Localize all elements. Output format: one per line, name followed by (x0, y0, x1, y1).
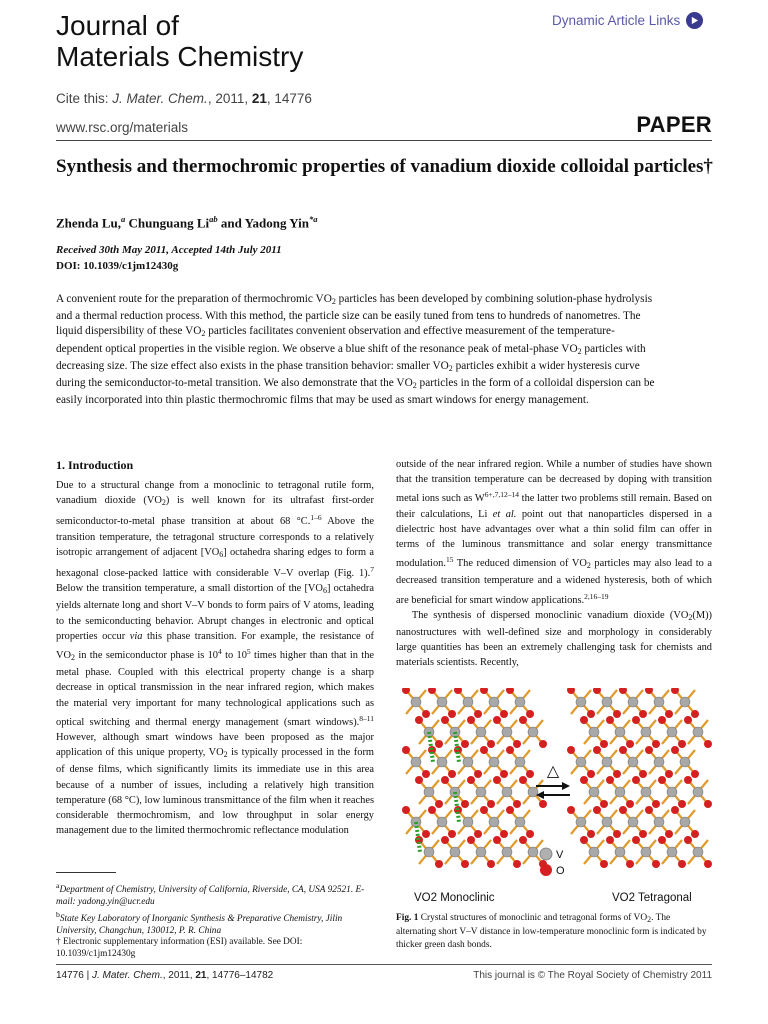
oxygen-atom (665, 770, 673, 778)
oxygen-atom (402, 806, 410, 814)
vanadium-atom (615, 847, 625, 857)
oxygen-atom (519, 716, 527, 724)
vanadium-atom (576, 817, 586, 827)
vanadium-atom (476, 787, 486, 797)
vanadium-atom (641, 727, 651, 737)
footnote-b: $^b$State Key Laboratory of Inorganic Synthesis & Preparative Chemistry, Jilin University, Changchun, 130012, P. R. China (56, 909, 343, 936)
footer-citation: 14776 | J. Mater. Chem., 2011, 21, 14776–14782 (56, 970, 274, 981)
oxygen-atom (461, 860, 469, 868)
oxygen-atom (691, 710, 699, 718)
oxygen-atom (632, 836, 640, 844)
oxygen-atom (567, 746, 575, 754)
oxygen-atom (448, 830, 456, 838)
oxygen-atom (500, 830, 508, 838)
monoclinic-lattice (402, 688, 547, 868)
transition-arrows (536, 782, 570, 799)
vanadium-atom (654, 817, 664, 827)
oxygen-atom (474, 710, 482, 718)
oxygen-atom (448, 710, 456, 718)
oxygen-atom (665, 830, 673, 838)
oxygen-atom (593, 806, 601, 814)
vanadium-atom (489, 817, 499, 827)
tetragonal-lattice (567, 688, 712, 868)
oxygen-atom (526, 770, 534, 778)
article-doi[interactable]: DOI: 10.1039/c1jm12430g (56, 260, 179, 272)
footnote-divider (56, 872, 116, 873)
received-dates: Received 30th May 2011, Accepted 14th July 2011 (56, 244, 282, 256)
vanadium-atom (450, 847, 460, 857)
oxygen-atom (665, 710, 673, 718)
footnotes (56, 880, 374, 961)
oxygen-atom (619, 806, 627, 814)
oxygen-atom (587, 830, 595, 838)
vanadium-atom (502, 847, 512, 857)
journal-url[interactable]: www.rsc.org/materials (56, 120, 189, 135)
oxygen-atom (435, 860, 443, 868)
oxygen-atom (526, 830, 534, 838)
vanadium-atom (667, 787, 677, 797)
vanadium-atom (641, 847, 651, 857)
play-arrow-icon[interactable] (686, 12, 703, 29)
oxygen-atom (632, 716, 640, 724)
oxygen-atom (639, 830, 647, 838)
oxygen-atom (519, 836, 527, 844)
oxygen-atom (632, 776, 640, 784)
oxygen-atom (600, 860, 608, 868)
oxygen-atom (474, 770, 482, 778)
oxygen-atom (600, 740, 608, 748)
vanadium-atom (589, 727, 599, 737)
oxygen-atom (506, 746, 514, 754)
oxygen-atom (580, 776, 588, 784)
oxygen-atom (435, 800, 443, 808)
vanadium-atom (602, 757, 612, 767)
intro-column-right: outside of the near infrared region. While a number of studies have shown that the transition temperature can be decreased by doping with transition metal ions such as $W^{6+,7,12-14}$ the latter two problems still remain. Based on their calculations, Li et al. point out that nanoparticles dispersed in a dielectric host have advantages over what a thin solid film can offer in terms of the luminous transmittance and solar energy transmittance modulation.$^{15}$ The reduced dimension of $VO_2$ particles may also lead to a decreased transition temperature and a widened hysteresis, both of which are beneficial for smart window applications.$^{2,16-19}$ The synthesis of dispersed monoclinic vanadium dioxide $(VO_2(M))$ nanostructures with well-defined size and morphology in considerably large quantities has been an extremely challenging task for chemists and materials scientists. Recently, (396, 459, 713, 669)
journal-title (56, 10, 303, 72)
vanadium-atom (528, 847, 538, 857)
oxygen-atom (671, 746, 679, 754)
oxygen-atom (428, 806, 436, 814)
oxygen-atom (441, 836, 449, 844)
oxygen-atom (678, 800, 686, 808)
header-divider (56, 140, 712, 141)
section-heading-introduction: 1. Introduction (56, 458, 134, 472)
figure-1-crystal-structures (396, 688, 712, 906)
vanadium-atom (489, 757, 499, 767)
oxygen-atom (658, 836, 666, 844)
vanadium-atom (424, 787, 434, 797)
vanadium-atom (641, 787, 651, 797)
oxygen-atom (691, 830, 699, 838)
vanadium-atom (667, 847, 677, 857)
oxygen-atom (704, 740, 712, 748)
vanadium-atom (693, 787, 703, 797)
oxygen-atom (467, 776, 475, 784)
vanadium-atom (680, 817, 690, 827)
vanadium-atom (502, 727, 512, 737)
oxygen-atom (519, 776, 527, 784)
oxygen-atom (652, 800, 660, 808)
oxygen-atom (600, 800, 608, 808)
oxygen-atom (684, 776, 692, 784)
oxygen-atom (691, 770, 699, 778)
vanadium-atom (589, 847, 599, 857)
oxygen-atom (493, 716, 501, 724)
oxygen-atom (613, 830, 621, 838)
oxygen-atom (513, 860, 521, 868)
vanadium-atom (628, 697, 638, 707)
oxygen-atom (415, 716, 423, 724)
oxygen-atom (480, 806, 488, 814)
monoclinic-label: VO2 Monoclinic (414, 892, 495, 904)
vanadium-atom (411, 757, 421, 767)
oxygen-atom (493, 776, 501, 784)
oxygen-atom (684, 836, 692, 844)
oxygen-atom (626, 860, 634, 868)
footer-copyright: This journal is © The Royal Society of Chemistry 2011 (473, 970, 712, 981)
vanadium-atom (576, 697, 586, 707)
oxygen-atom (606, 836, 614, 844)
oxygen-atom (606, 776, 614, 784)
oxygen-atom (652, 740, 660, 748)
oxygen-atom (613, 710, 621, 718)
oxygen-atom (474, 830, 482, 838)
oxygen-atom (671, 806, 679, 814)
oxygen-atom (580, 836, 588, 844)
oxygen-atom (441, 776, 449, 784)
oxygen-atom (480, 746, 488, 754)
vanadium-atom (654, 757, 664, 767)
journal-title-line2: Materials Chemistry (56, 41, 304, 72)
oxygen-atom (639, 710, 647, 718)
oxygen-atom (539, 740, 547, 748)
oxygen-atom (704, 800, 712, 808)
footnote-esi: † Electronic supplementary information (ESI) available. See DOI: 10.1039/c1jm12430g (56, 937, 303, 960)
oxygen-atom (704, 860, 712, 868)
abstract: A convenient route for the preparation of thermochromic $VO_2$ particles has been developed by combining solution-phase hydrolysis and a thermal reduction process. With this method, the particle size can be easily tuned from tens to hundreds of nanometres. The liquid dispersibility of these $VO_2$ particles facilitates convenient observation and effective measurement of the temperature-dependent optical properties in the visible region. We observe a blue shift of the resonance peak of metal-phase $VO_2$ particles with decreasing size. The size effect also exists in the phase transition behavior: smaller $VO_2$ particles exhibit a wider hysteresis curve during the semiconductor-to-metal transition. We also demonstrate that the $VO_2$ particles in the form of a colloidal dispersion can be easily incorporated into thin plastic thermochromic films that may be used as smart windows for energy management. (56, 293, 655, 407)
vanadium-atom (411, 697, 421, 707)
oxygen-atom (652, 860, 660, 868)
vanadium-atom (463, 817, 473, 827)
vanadium-atom (602, 697, 612, 707)
vanadium-atom (489, 697, 499, 707)
oxygen-atom (658, 716, 666, 724)
oxygen-atom (415, 776, 423, 784)
oxygen-atom (645, 806, 653, 814)
oxygen-atom (513, 740, 521, 748)
oxygen-atom (606, 716, 614, 724)
vanadium-atom (576, 757, 586, 767)
vanadium-atom (654, 697, 664, 707)
journal-title-line1: Journal of (56, 10, 179, 41)
vanadium-atom (424, 847, 434, 857)
oxygen-atom (487, 800, 495, 808)
oxygen-atom (639, 770, 647, 778)
oxygen-atom (619, 746, 627, 754)
oxygen-atom (658, 776, 666, 784)
vanadium-atom (628, 817, 638, 827)
oxygen-atom (678, 740, 686, 748)
author-list: Zhenda Lu,$^a$ Chunguang $Li^{ab}$ and Yadong Yin$^{*a}$ (56, 214, 318, 231)
vanadium-atom (589, 787, 599, 797)
oxygen-atom (539, 800, 547, 808)
footer-divider (56, 964, 712, 965)
oxygen-atom (526, 710, 534, 718)
oxygen-atom (422, 830, 430, 838)
vanadium-atom (476, 847, 486, 857)
crystal-structure-diagram (396, 688, 712, 906)
oxygen-atom (500, 770, 508, 778)
oxygen-atom (461, 800, 469, 808)
intro-column-left: Due to a structural change from a monoclinic to tetragonal rutile form, vanadium dioxide $(VO_2)$ is well known for its ultrafast first-order semiconductor-to-metal phase transition at about 68 °C.$^{1-6}$ Above the transition temperature, the tetragonal structure corresponds to a relatively isotropic arrangement of adjacent $[VO_6]$ octahedra sharing edges to form a hexagonal close-packed lattice with considerable V–V overlap (Fig. 1).$^7$ Below the transition temperature, a small distortion of the $[VO_6]$ octahedra yields alternate long and short V–V bonds to form pairs of V atoms, leading to the semiconducting behavior. Abrupt changes in electronic and optical properties occur via this phase transition. For example, the resistance of $VO_2$ in the semiconductor phase is $10^4$ to $10^5$ times higher than that in the metal phase. Coupled with this electrical property change is a sharp decrease in optical transmission in the near infrared region, which makes the material very important for many technological applications such as optical switching and thermal energy management (smart windows).$^{8-11}$ However, although smart windows have been proposed as the major application of this unique property, $VO_2$ is typically processed in the form of dense films, which significantly limits its immediate use in this area because of a number of issues, including a relatively high transition temperature (68 °C), low luminous transmittance of the film when it reaches considerable thermochromism, and low throughput in solar energy management due to the limited thermochromic reflectance modulation (56, 480, 375, 837)
oxygen-atom (580, 716, 588, 724)
oxygen-atom (645, 746, 653, 754)
vanadium-atom (476, 727, 486, 737)
legend-o-label: O (556, 865, 565, 877)
oxygen-atom (435, 740, 443, 748)
oxygen-atom (448, 770, 456, 778)
oxygen-atom (593, 746, 601, 754)
figure-1-caption: Fig. 1 Crystal structures of monoclinic and tetragonal forms of VO2. The alternating short V–V distance in low-temperature monoclinic form is indicated by thicker green dash bonds. (396, 913, 707, 950)
tetragonal-label: VO2 Tetragonal (612, 892, 692, 904)
oxygen-atom (467, 836, 475, 844)
oxygen-atom (461, 740, 469, 748)
citation-line: Cite this: J. Mater. Chem., 2011, 21, 14776 (56, 91, 312, 106)
oxygen-atom (684, 716, 692, 724)
oxygen-atom (678, 860, 686, 868)
oxygen-atom (500, 710, 508, 718)
vanadium-atom (463, 757, 473, 767)
vanadium-atom (680, 697, 690, 707)
vanadium-atom (693, 727, 703, 737)
vanadium-atom (602, 817, 612, 827)
vanadium-atom (463, 697, 473, 707)
vanadium-atom (615, 727, 625, 737)
vanadium-atom (515, 697, 525, 707)
vanadium-atom (528, 727, 538, 737)
vanadium-atom (628, 757, 638, 767)
vanadium-atom (437, 697, 447, 707)
oxygen-atom (613, 770, 621, 778)
vanadium-atom (502, 787, 512, 797)
vanadium-atom (515, 817, 525, 827)
oxygen-atom (626, 740, 634, 748)
article-title: Synthesis and thermochromic properties of vanadium dioxide colloidal particles† (56, 156, 713, 177)
oxygen-atom (567, 806, 575, 814)
heat-delta-symbol: △ (546, 761, 560, 780)
oxygen-atom (626, 800, 634, 808)
oxygen-atom (513, 800, 521, 808)
oxygen-atom (422, 770, 430, 778)
vanadium-atom (680, 757, 690, 767)
vanadium-legend-icon (540, 848, 552, 860)
dynamic-article-links[interactable] (552, 12, 703, 29)
oxygen-atom (493, 836, 501, 844)
footnote-a: $^a$Department of Chemistry, University of California, Riverside, CA, USA 92521. E-mail: yadong.yin@ucr.edu (56, 881, 365, 907)
oxygen-atom (467, 716, 475, 724)
vanadium-atom (437, 817, 447, 827)
vanadium-atom (528, 787, 538, 797)
paper-type-label: PAPER (636, 112, 712, 137)
vanadium-atom (667, 727, 677, 737)
vanadium-atom (437, 757, 447, 767)
dynamic-links-label[interactable]: Dynamic Article Links (552, 13, 681, 28)
vanadium-atom (515, 757, 525, 767)
oxygen-atom (402, 746, 410, 754)
legend-v-label: V (556, 849, 564, 861)
oxygen-atom (441, 716, 449, 724)
oxygen-atom (487, 860, 495, 868)
vanadium-atom (693, 847, 703, 857)
oxygen-atom (587, 710, 595, 718)
vanadium-atom (615, 787, 625, 797)
oxygen-atom (506, 806, 514, 814)
oxygen-atom (422, 710, 430, 718)
oxygen-legend-icon (540, 864, 552, 876)
oxygen-atom (587, 770, 595, 778)
oxygen-atom (487, 740, 495, 748)
